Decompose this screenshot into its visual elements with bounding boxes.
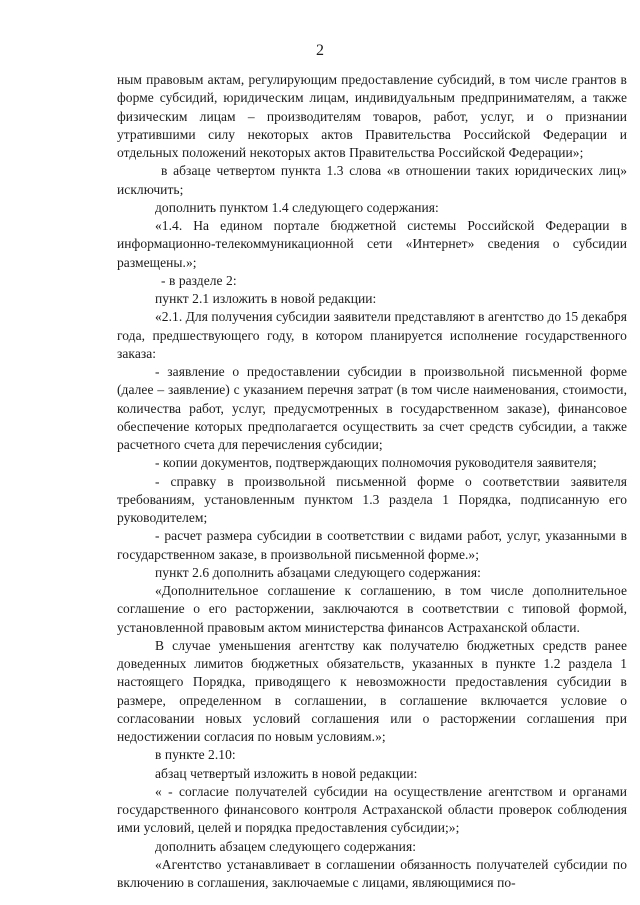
paragraph-point-2-1: пункт 2.1 изложить в новой редакции: <box>155 291 377 306</box>
paragraph-point-2-10: в пункте 2.10: <box>155 747 236 763</box>
list-item-certificate: - справку в произвольной письменной форме о соответствии заявителя требованиям, установленным пунктом 1.3 раздела 1 Порядка, подписанную его руководителем; <box>117 473 627 525</box>
paragraph-add-1-4: дополнить пунктом 1.4 следующего содержания: <box>155 199 439 215</box>
list-item-documents: - копии документов, подтверждающих полномочия руководителя заявителя; <box>155 455 597 471</box>
page-number: 2 <box>316 42 324 59</box>
paragraph-continuation: ным правовым актам, регулирующим предоставление субсидий, в том числе грантов в форме субсидий, юридическим лицам, индивидуальным предпринимателям, а также физическим лицам – производителям товаров, работ, услуг, и о признании утратившими силу некоторых актов Правительства Российской Федерации и отдельных положений некоторых актов Правительства Российской Федерации»; <box>117 72 627 160</box>
paragraph-quote-agency: «Агентство устанавливает в соглашении обязанность получателей субсидии по включению в соглашения, заключаемые с лицами, являющимися по- <box>117 856 627 890</box>
paragraph-quote-consent: « - согласие получателей субсидии на осуществление агентством и органами государственного финансового контроля Астраханской области проверок соблюдения ими условий, целей и порядка предоставления субсидии;»; <box>117 783 627 836</box>
paragraph-quote-2-6: «Дополнительное соглашение к соглашению, в том числе дополнительное соглашение о его расторжении, заключаются в соответствии с типовой формой, установленной правовым актом министерства финансов Астраханской области. <box>117 583 627 635</box>
paragraph-point-2-6: пункт 2.6 дополнить абзацами следующего содержания: <box>155 564 481 580</box>
paragraph-amendment-1-3: в абзаце четвертом пункта 1.3 слова «в отношении таких юридических лиц» исключить; <box>117 163 627 197</box>
list-item-calculation: - расчет размера субсидии в соответствии с видами работ, услуг, указанными в государственном заказе, в произвольной письменной форме.»; <box>117 528 627 562</box>
paragraph-quote-2-1: «2.1. Для получения субсидии заявители представляют в агентство до 15 декабря года, предшествующего году, в котором планируется исполнение государственного заказа: <box>117 309 627 361</box>
paragraph-quote-1-4: «1.4. На едином портале бюджетной системы Российской Федерации в информационно-телекоммуникационной сети «Интернет» сведения о субсидии размещены.»; <box>117 218 627 270</box>
paragraph-add-para: дополнить абзацем следующего содержания: <box>155 838 417 854</box>
paragraph-budget-reduction: В случае уменьшения агентству как получателю бюджетных средств ранее доведенных лимитов бюджетных обязательств, указанных в пункте 1.2 раздела 1 настоящего Порядка, приводящего к невозможности предоставления субсидии в размере, определенном в соглашении, в соглашение включается условие о согласовании новых условий соглашения или о расторжении соглашения при недостижении согласия по новым условиям.»; <box>117 637 627 744</box>
paragraph-fourth-para: абзац четвертый изложить в новой редакции: <box>155 765 418 781</box>
paragraph-section-2: - в разделе 2: <box>161 272 237 288</box>
document-body <box>117 71 627 892</box>
list-item-application: - заявление о предоставлении субсидии в произвольной письменной форме (далее – заявление) с указанием перечня затрат (в том числе наименования, стоимости, количества работ, услуг, предусмотренных в государственном заказе), финансовое обеспечение которых предполагается осуществить за счет средств субсидии, а также расчетного счета для перечисления субсидии; <box>117 364 627 452</box>
